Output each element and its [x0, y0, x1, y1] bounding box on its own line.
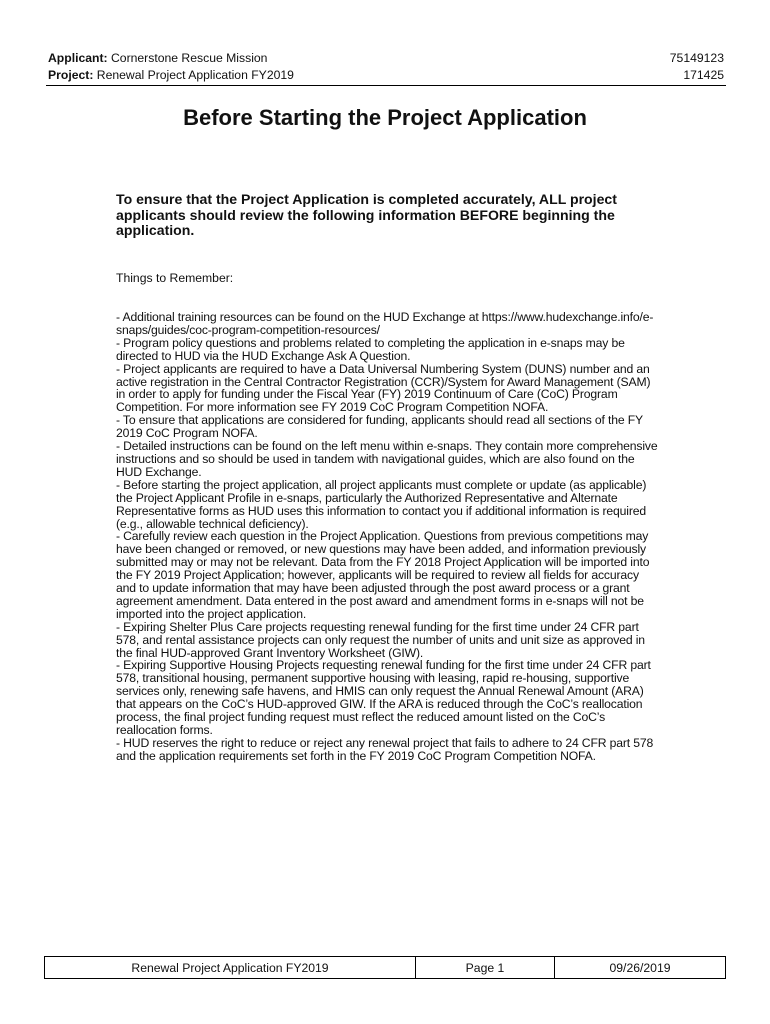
footer-date: 09/26/2019 — [609, 960, 671, 975]
project-row — [48, 67, 724, 84]
applicant-id: 75149123 — [669, 51, 724, 65]
instruction-item: - Program policy questions and problems related to completing the application in e-snaps may be directed to HUD via the HUD Exchange Ask A Question. — [116, 335, 625, 363]
project-id: 171425 — [683, 68, 724, 82]
page-footer — [44, 956, 726, 979]
footer-project-name: Renewal Project Application FY2019 — [45, 957, 416, 978]
instruction-item: - Expiring Supportive Housing Projects requesting renewal funding for the first time under 24 CFR part 578, transitional housing, permanent supportive housing with leasing, rapid re-housing, supportive services only, renewing safe havens, and HMIS can only request the Annual Renewal Amount (ARA) that appears on the CoC’s HUD-approved GIW. If the ARA is reduced through the CoC’s reallocation process, the final project funding request must reflect the reduced amount listed on the CoC’s reallocation forms. — [116, 658, 651, 737]
page-header — [48, 50, 724, 84]
header-divider — [46, 85, 726, 86]
applicant-info — [48, 50, 267, 67]
footer-page-number: Page 1 — [416, 957, 555, 978]
project-info — [48, 67, 294, 84]
instruction-item: - Carefully review each question in the Project Application. Questions from previous competitions may have been changed or removed, or new questions may have been added, and information previously submitted may or may not be relevant. Data from the FY 2018 Project Application will be imported into the FY 2019 Project Application; however, applicants will be required to review all fields for accuracy and to update information that may have been adjusted through the post award process or a grant agreement amendment. Data entered in the post award and amendment forms in e-snaps will not be imported into the project application. — [116, 529, 650, 621]
applicant-name: Cornerstone Rescue Mission — [110, 51, 268, 65]
instructions-body — [116, 311, 661, 763]
project-name: Renewal Project Application FY2019 — [96, 68, 294, 82]
page-title: Before Starting the Project Application — [183, 105, 587, 130]
instruction-item: - Expiring Shelter Plus Care projects requesting renewal funding for the first time under 24 CFR part 578, and rental assistance projects can only request the number of units and unit size as approved in the final HUD-approved Grant Inventory Worksheet (GIW). — [116, 619, 645, 660]
things-to-remember-heading: Things to Remember: — [116, 271, 234, 285]
instruction-item: - Project applicants are required to have a Data Universal Numbering System (DUNS) number and an active registration in the Central Contractor Registration (CCR)/System for Award Management (SAM) in order to apply for funding under the Fiscal Year (FY) 2019 Continuum of Care (CoC) Program Competition. For more information see FY 2019 CoC Program Competition NOFA. — [116, 361, 651, 415]
intro-paragraph: To ensure that the Project Application is completed accurately, ALL project applicants should review the following information BEFORE beginning the application. — [116, 191, 617, 238]
instruction-item: - Detailed instructions can be found on the left menu within e-snaps. They contain more comprehensive instructions and so should be used in tandem with navigational guides, which are also found on the HUD Exchange. — [116, 439, 658, 479]
applicant-row — [48, 50, 724, 67]
instruction-item: - Additional training resources can be found on the HUD Exchange at https://www.hudexchange.info/e-snaps/guides/coc-program-competition-resources/ — [116, 310, 654, 337]
project-label: Project: — [48, 68, 94, 82]
applicant-label: Applicant: — [48, 51, 108, 65]
instruction-item: - Before starting the project application, all project applicants must complete or update (as applicable) the Project Applicant Profile in e-snaps, particularly the Authorized Representative and Alternate Representative forms as HUD uses this information to contact you if additional information is required (e.g., allowable technical deficiency). — [116, 477, 647, 531]
instruction-item: - To ensure that applications are considered for funding, applicants should read all sections of the FY 2019 CoC Program NOFA. — [116, 413, 643, 441]
instruction-item: - HUD reserves the right to reduce or reject any renewal project that fails to adhere to 24 CFR part 578 and the application requirements set forth in the FY 2019 CoC Program Competition NOFA. — [116, 735, 654, 763]
